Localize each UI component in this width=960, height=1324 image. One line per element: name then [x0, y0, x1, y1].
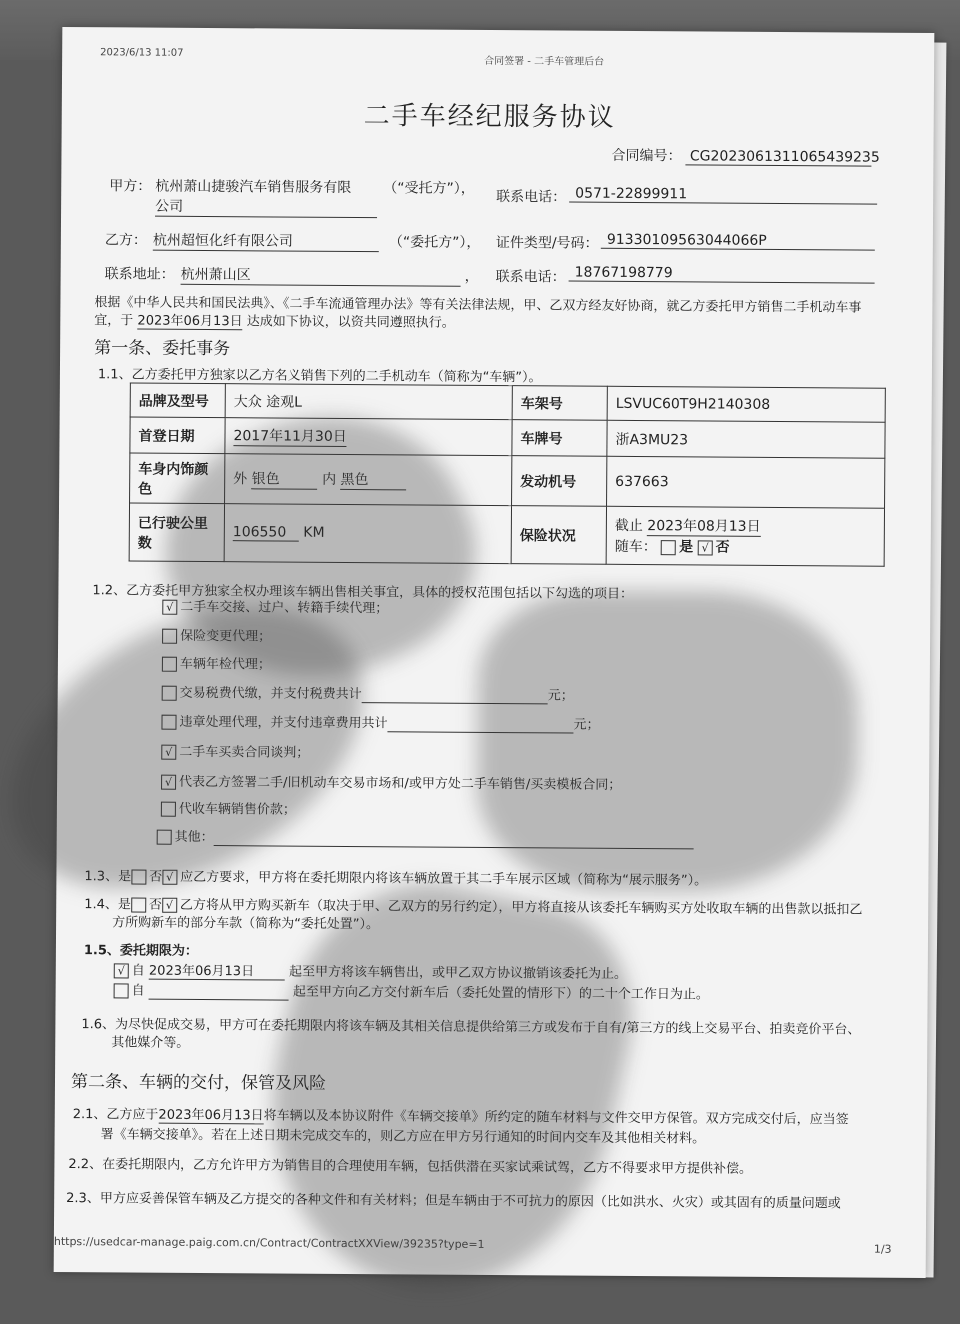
- yes-checkbox[interactable]: [131, 897, 146, 912]
- brand-value: 大众 途观L: [225, 384, 512, 420]
- clause-1-6-line1: 1.6、为尽快促成交易，甲方可在委托期限内将该车辆及其相关信息提供给第三方或发布于自有/第三方的线上交易平台、拍卖竞价平台、: [81, 1017, 861, 1038]
- party-b-address-label: 联系地址：: [104, 266, 175, 283]
- party-a-phone: 0571-22899911: [569, 186, 877, 205]
- plate-value: 浙A3MU23: [607, 420, 885, 458]
- clause-num: 1.3、: [84, 869, 119, 885]
- option-item: [161, 771, 621, 793]
- term-option-1-text: 起至甲方将该车辆售出，或甲乙双方协议撤销该委托为止。: [289, 964, 628, 982]
- option-checkbox[interactable]: [161, 802, 176, 817]
- print-url: https://usedcar-manage.paig.com.cn/Contract/ContractXXView/39235?type=1: [53, 1234, 485, 1251]
- clause-text: 应乙方要求，甲方将在委托期限内将该车辆放置于其二手车展示区域（简称为“展示服务”）。: [180, 869, 708, 889]
- term-option-2-text: 起至甲方向乙方交付新车后（委托处置的情形下）的二十个工作日为止。: [292, 984, 709, 1003]
- party-b-id-label: 证件类型/号码：: [495, 235, 599, 252]
- option-label: 代收车辆销售价款；: [178, 801, 296, 818]
- option-item: [162, 653, 271, 673]
- party-b-phone-label: 联系电话：: [495, 269, 566, 286]
- contract-number: CG2023061311065439235: [686, 148, 872, 166]
- print-datetime: 2023/6/13 11:07: [100, 47, 184, 59]
- option-label: 交易税费代缴，并支付税费共计: [179, 685, 362, 703]
- party-b-address: 杭州萧山区: [181, 264, 461, 287]
- mileage-label: 已行驶公里数: [129, 503, 224, 562]
- term-start-date: 2023年06月13日: [149, 960, 285, 981]
- registration-date: 2017年11月30日: [233, 425, 346, 447]
- clause-2-2: 2.2、在委托期限内，乙方允许甲方为销售目的合理使用车辆，包括供潜在买家试乘试驾，乙方不得要求甲方提供补偿。: [68, 1157, 753, 1177]
- color-label: 车身内饰颜色: [130, 453, 225, 504]
- agreement-date: 2023年06月13日: [137, 310, 242, 331]
- with-car-yes-label: 是: [679, 539, 694, 556]
- engine-label: 发动机号: [512, 456, 607, 507]
- mileage-unit: KM: [303, 524, 325, 541]
- preamble-line2: [94, 309, 455, 332]
- option-label: 二手车交接、过户、转籍手续代理；: [180, 599, 389, 617]
- option-checkbox[interactable]: [162, 657, 177, 672]
- term-option-2: [114, 979, 709, 1003]
- option-suffix: 元；: [573, 717, 600, 733]
- interior-prefix: 内: [322, 471, 337, 488]
- document-title: 二手车经纪服务协议: [363, 101, 616, 133]
- with-car-yes-checkbox[interactable]: [661, 540, 676, 555]
- no-checkbox[interactable]: √: [162, 898, 177, 913]
- clause-1-2-intro: 1.2、乙方委托甲方独家全权办理该车辆出售相关事宜，具体的授权范围包括以下勾选的项目：: [92, 583, 634, 602]
- preamble-text-b: 达成如下协议，以资共同遵照执行。: [246, 314, 455, 331]
- contract-number-row: [611, 145, 880, 167]
- insurance-label: 保险状况: [511, 506, 606, 565]
- option-label: 代表乙方签署二手/旧机动车交易市场和/或甲方处二手车销售/买卖模板合同；: [179, 774, 622, 793]
- option-item: [162, 625, 271, 645]
- option-item: [161, 798, 296, 818]
- clause-2-1-line2: 署《车辆交接单》。若在上述日期未完成交车的，则乙方应在甲方另行通知的时间内交车及其他相关材料。: [100, 1127, 706, 1147]
- option-label: 二手车买卖合同谈判；: [179, 744, 310, 761]
- term-option-2-checkbox[interactable]: [114, 983, 129, 998]
- party-b-phone: 18767198779: [569, 265, 875, 284]
- preamble-text-a: 宜，于: [94, 313, 134, 329]
- party-a-phone-label: 联系电话：: [496, 189, 567, 206]
- clause-2-3: 2.3、甲方应妥善保管车辆及乙方提交的各种文件和有关材料；但是车辆由于不可抗力的原因（比如洪水、火灾）或其固有的质量问题或: [66, 1191, 841, 1212]
- option-item: [162, 596, 388, 617]
- party-b-id: 91330109563044066P: [601, 232, 875, 251]
- yes-label: 是: [118, 869, 132, 885]
- party-a-label: 甲方：: [109, 178, 152, 195]
- clause-1-5-title: 1.5、委托期限为：: [83, 943, 198, 959]
- clause-1-1: 1.1、乙方委托甲方独家以乙方名义销售下列的二手机动车（简称为“车辆”）。: [97, 367, 542, 386]
- from-label: 自: [131, 963, 145, 979]
- option-checkbox[interactable]: [157, 830, 172, 845]
- option-label: 违章处理代理，并支付违章费用共计: [179, 714, 388, 732]
- clause-num: 1.4、: [84, 897, 118, 913]
- option-item: [157, 826, 694, 850]
- option-item: [161, 711, 599, 734]
- with-car-no-checkbox[interactable]: √: [698, 540, 713, 555]
- option-label: 保险变更代理；: [180, 628, 272, 645]
- preamble-line1: 根据《中华人民共和国民法典》、《二手车流通管理办法》等有关法律法规，甲、乙双方经友好协商，就乙方委托甲方销售二手机动车事: [94, 295, 862, 316]
- no-label: 否: [148, 897, 162, 913]
- exterior-prefix: 外: [233, 471, 248, 488]
- contract-number-label: 合同编号：: [611, 147, 682, 165]
- option-label: 车辆年检代理；: [179, 656, 271, 673]
- with-car-no-label: 否: [715, 539, 730, 556]
- exterior-color: 银色: [252, 468, 318, 489]
- section-2-title: 第二条、车辆的交付，保管及风险: [70, 1072, 327, 1094]
- clause-2-1-b: 将车辆以及本协议附件《车辆交接单》所约定的随车材料与文件交甲方保管。双方完成交付后，应当签: [263, 1108, 849, 1128]
- vin-value: LSVUC60T9H2140308: [607, 386, 885, 422]
- yes-checkbox[interactable]: [131, 869, 146, 884]
- clause-1-4-line2: 方所购新车的部分车款（简称为“委托处置”）。: [112, 915, 380, 933]
- with-car-label: 随车：: [614, 538, 657, 556]
- print-page-title: 合同签署 - 二手车管理后台: [484, 55, 605, 68]
- vehicle-info-table: [129, 382, 886, 566]
- party-a-role: （“受托方”），: [383, 180, 475, 197]
- option-checkbox[interactable]: √: [161, 775, 176, 790]
- party-b-role: （“委托方”），: [388, 234, 481, 251]
- section-1-title: 第一条、委托事务: [94, 338, 231, 360]
- plate-label: 车牌号: [512, 420, 607, 457]
- option-item: [162, 682, 574, 705]
- insurance-prefix: 截止: [614, 517, 643, 535]
- handover-date: 2023年06月13日: [158, 1104, 263, 1125]
- option-checkbox[interactable]: √: [162, 600, 177, 615]
- party-b-name: 杭州超恒化纤有限公司: [153, 230, 379, 253]
- clause-text: 乙方将从甲方购买新车（取决于甲、乙双方的另行约定），甲方将直接从该委托车辆购买方处收取车辆的出售款以抵扣乙: [179, 897, 863, 918]
- clause-1-3: [84, 865, 707, 888]
- term-option-1-checkbox[interactable]: √: [114, 963, 129, 978]
- party-b-label: 乙方：: [104, 232, 147, 249]
- option-checkbox[interactable]: [162, 686, 177, 701]
- clause-2-1-a: 2.1、乙方应于: [72, 1107, 159, 1123]
- engine-value: 637663: [607, 456, 885, 508]
- no-label: 否: [149, 869, 163, 885]
- option-checkbox[interactable]: [162, 629, 177, 644]
- insurance-date: 2023年08月13日: [647, 515, 760, 537]
- option-label: 其他：: [174, 829, 214, 846]
- from-label: 自: [131, 983, 145, 999]
- yes-label: 是: [117, 897, 131, 913]
- party-a-name-line1: 杭州萧山捷骏汽车销售服务有限: [155, 178, 352, 196]
- party-a-name-line2: 公司: [155, 196, 377, 219]
- option-checkbox[interactable]: √: [161, 745, 176, 760]
- option-checkbox[interactable]: [161, 715, 176, 730]
- registration-label: 首登日期: [130, 417, 225, 454]
- page-number: 1/3: [873, 1242, 892, 1256]
- no-checkbox[interactable]: √: [162, 870, 177, 885]
- brand-label: 品牌及型号: [130, 383, 225, 418]
- contract-page: 2023/6/13 11:07 合同签署 - 二手车管理后台 二手车经纪服务协议 合同编号： CG2023061311065439235 甲方： 杭州萧山捷骏汽车销售服务有限 公司 （“受托方”）， 联系电话： 0571-22899911 乙方： 杭州超恒化纤有限公司 （“委托方”）， 证件类型/号码： 91330109563044066P 联系地址： 杭州萧山区 ， 联系电话： 18767198779 根据《中华人民共和国民法典》、《二手车流通管理办法》等有关法律法规，甲、乙双方经友好协商，就乙方委托甲方销售二手机动车事 宜，于 2023年06月13日 达成如下协议，以资共同遵照执行。 第一条、委托事务 1.1、乙方委托甲方独家以乙方名义销售下列的二手机动车（简称为“车辆”）。 品牌及型号 大众 途观L 车架号 LSVUC60T9H2140308 首登日期 2017年11月30日 车牌号 浙A3MU23 车身内饰颜色 外 银色 内 黑色 发动机号 637663 已行驶公里数 106550 KM 保险状况 截止 2023年08月13日 随车： 是 √ 否 1.2、乙方委托甲方独家全权办理该车辆出售相关事宜，具体的授权范围包括以下勾选的项目： √ 二手车交接、过户、转籍手续代理； 保险变更代理； 车辆年检代理； 交易税费代缴，并支付税费共计 元； 违章处理代理，并支付违章费用共计 元； √ 二手车买卖合同谈判； √ 代表乙方签署二手/旧机动车交易市场和/或甲方处二手车销售/买卖模板合同； 代收车辆销售价款； 其他： 1.3、是 否 √ 应乙方要求，甲方将在委托期限内将该车辆放置于其二手车展示区域（简称为“展示服务”）。 1.4、是 否 √ 乙方将从甲方购买新车（取决于甲、乙双方的另行约定），甲方将直接从该委托车辆购买方处收取车辆的出售款以抵扣乙 方所购新车的部分车款（简称为“委托处置”）。 1.5、委托期限为： √ 自 2023年06月13日 起至甲方将该车辆售出，或甲乙双方协议撤销该委托为止。 自 起至甲方向乙方交付新车后（委托处置的情形下）的二十个工作日为止。 1.6、为尽快促成交易，甲方可在委托期限内将该车辆及其相关信息提供给第三方或发布于自有/第三方的线上交易平台、拍卖竞价平台、 其他媒介等。 第二条、车辆的交付，保管及风险 2.1、乙方应于2023年06月13日将车辆以及本协议附件《车辆交接单》所约定的随车材料与文件交甲方保管。双方完成交付后，应当签 署《车辆交接单》。若在上述日期未完成交车的，则乙方应在甲方另行通知的时间内交车及其他相关材料。 2.2、在委托期限内，乙方允许甲方为销售目的合理使用车辆，包括供潜在买家试乘试驾，乙方不得要求甲方提供补偿。 2.3、甲方应妥善保管车辆及乙方提交的各种文件和有关材料；但是车辆由于不可抗力的原因（比如洪水、火灾）或其固有的质量问题或 https://usedcar-manage.paig.com.cn/Contract/ContractXXView/39235?type=1 1/3: [54, 27, 935, 1278]
- mileage-value: 106550: [233, 524, 299, 541]
- clause-1-6-line2: 其他媒介等。: [111, 1035, 190, 1051]
- vin-label: 车架号: [512, 386, 607, 421]
- option-suffix: 元；: [547, 688, 574, 704]
- interior-color: 黑色: [340, 469, 406, 490]
- option-item: [161, 741, 309, 761]
